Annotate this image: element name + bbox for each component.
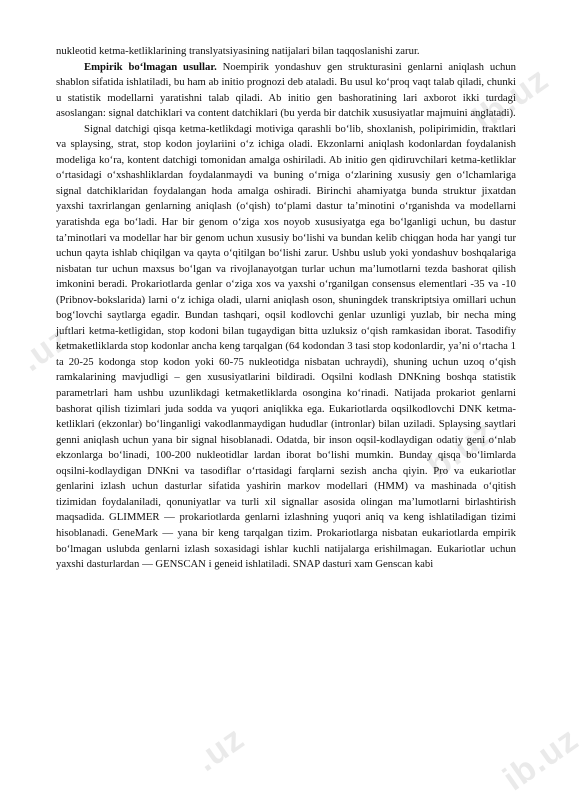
paragraph-text: Signal datchigi qisqa ketma-ketlikdagi motiviga qarashli bo‘lib, shoxlanish, polipirimidin, traktlari va splaysing, strat, stop kodon joylariini o‘z ichiga oladi. Ekzonlarni aniqlash kodonlardan foydalanish modeliga ko‘ra, kontent datchigi tomonidan amalga oshiriladi. Ab initio gen qidiruvchilari ketma-ketliklar o‘rtasidagi o‘xshashliklardan foydalanmaydi va buning o‘rniga o‘zlarining xususiy gen o‘lchamlariga signal datchiklaridan foydalangan hoda amalga oshiradi. Birinchi ahamiyatga bunda struktur jixatdan yaxshi taxrirlangan genlarning aniqlash (o‘qish) to‘plami dastur ta’minotini o‘rganishda va modellarni yaratishda ega bo‘ladi. Har bir genom o‘ziga xos noyob xususiyatga ega bo‘lganligi uchun, bu dastur ta’minotlari va modellar har bir genom uchun xususiy bo‘lishi va bundan kelib chiqgan hoda har yangi tur uchun qayta ishlab chiqilgan va qayta o‘qitilgan bo‘lishi zarur. Ushbu uslub yoki yondashuv boshqalariga nisbatan tur uchun maxsus bo‘lgan va rivojlanayotgan turlar uchun ma’lumotlarni tezda bashorat qilish imkonini beradi. Prokariotlarda genlar o‘ziga xos va yaxshi o‘rganilgan consensus elementlari -35 va -10 (Pribnov-bokslarida) larni o‘z ichiga oladi, ularni aniqlash oson, shuningdek transkriptsiya omillari uchun bog‘lovchi saytlarga egadir. Bundan tashqari, oqsil kodlovchi genlar uzunligi yuzlab, bir necha ming juftlari ketma-ketligidan, stop kodoni bilan tugaydigan bitta uzluksiz o‘qish ramkasidan iborat. Tasodifiy ketmaketliklarda stop kodonlar ancha keng tarqalgan (64 kodondan 3 tasi stop kodonlardir, ya’ni o‘rtacha 1 ta 20-25 kodonga stop kodon yoki 60-75 nukleotidga nisbatan uchraydi), shuning uchun uzoq o‘qish ramkalarining mavjudligi – gen xususiyatlarini bildiradi. Oqsilni kodlash DNKning boshqa statistik parametrlari ham ushbu uzunlikdagi ketmaketliklarda osongina ko‘rinadi. Natijada prokariot genlarni bashorat qilish tizimlari juda sodda va yuqori aniqlikka ega. Eukariotlarda oqsilkodlovchi DNK ketma-ketliklari (ekzonlar) bo‘linganligi vakodlanmaydigan hududlar (intronlar) bilan uziladi. Splaysing saytlari genni aniqlash uchun yana bir signal hisoblanadi. Odatda, bir inson oqsil-kodlaydigan odatiy geni o‘nlab ekzonlarga bo‘linadi, 100-200 nukleotidlar lardan iborat bo‘lishi mumkin. Bunday qisqa bo‘limlarda oqsilni-kodlaydigan DNKni va tasodiflar o‘rtasidagi farqlarni sezish ancha qiyin. Pro va eukariotlar genlarini izlash uchun dasturlar sifatida yashirin markov modellari (HMM) va mashinada o‘qitish tizimidan foydalaniladi, qonuniyatlar va turli xil signallar asosida olingan ma’lumotlarni birlashtirish maqsadida. GLIMMER — prokariotlarda genlarni izlashning yuqori aniq va keng ishlatiladigan tizimi hisoblanadi. GeneMark — yana bir keng tarqalgan tizim. Prokariotlarga nisbatan eukariotlarda empirik bo‘lmagan uslubda genlarni izlash soxasidagi ishlar kuchli natijalarga erishilmagan. Eukariotlar uchun yaxshi dasturlardan — GENSCAN i geneid ishlatiladi. SNAP dasturi xam Genscan kabi (56, 122, 516, 571)
watermark: .uz (13, 319, 77, 380)
watermark: .uz (188, 719, 252, 780)
section-heading: Empirik bo‘lmagan usullar. (84, 60, 217, 73)
paragraph (56, 44, 516, 60)
document-body (56, 44, 516, 573)
paragraph-text: Noempirik yondashuv gen strukturasini genlarni aniqlash uchun shablon sifatida ishlatiladi, bu ham ab initio prognozi deb ataladi. Bu usul ko‘proq vaqt talab qiladi, chunki u statistik modellarni yaratishni talab qiladi. Ab initio gen bashoratining lari axborot ikki turdagi asoslangan: signal datchiklari va content datchiklari (bu yerda bir datchik xususiyatlar majmuini anglatadi). (56, 60, 516, 120)
paragraph (56, 60, 516, 122)
watermark: ib.uz (466, 59, 556, 139)
watermark: ib.uz (496, 719, 586, 799)
paragraph (56, 122, 516, 573)
paragraph-text: nukleotid ketma-ketliklarining translyatsiyasining natijalari bilan taqqoslanishi zarur. (56, 45, 420, 57)
watermark: b.uz (420, 412, 502, 486)
